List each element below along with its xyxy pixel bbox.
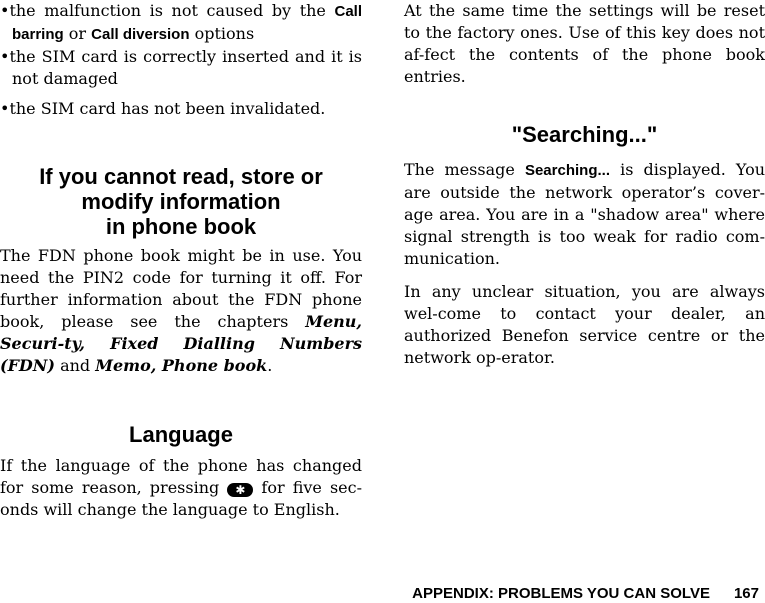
call-diversion-key: Call diversion (91, 26, 190, 43)
searching-message: Searching... (524, 162, 610, 179)
footer-title: APPENDIX: PROBLEMS YOU CAN SOLVE (412, 585, 710, 602)
fdn-paragraph: The FDN phone book might be in use. You need the PIN2 code for turning it off. For further information about the FDN phone book, please see the chapters Menu, Securi-ty, Fixed Dialling Numbers (FDN) and Memo, Phone book. (0, 246, 362, 375)
heading-language: Language (129, 422, 233, 447)
heading-phone-book: If you cannot read, store or modify information in phone book (39, 164, 323, 239)
language-paragraph: If the language of the phone has changed for some reason, pressing ✱ for five sec-onds will change the language to English. (0, 456, 363, 519)
menu-reference: Menu, Securi-ty, Fixed Dialling Numbers (FDN) (0, 312, 362, 375)
bullet-malfunction: •the malfunction is not caused by the Call barring or Call diversion options (0, 1, 362, 43)
bullet-sim-inserted: •the SIM card is correctly inserted and it is not damaged (0, 47, 362, 88)
reset-paragraph: At the same time the settings will be reset to the factory ones. Use of this key does not af-fect the contents of the phone book entries. (404, 1, 765, 86)
searching-paragraph: The message Searching... is displayed. You are outside the network operator’s cover-age area. You are in a "shadow area" where signal strength is too weak for radio com-munication. (404, 160, 765, 268)
heading-searching: "Searching..." (511, 122, 658, 147)
memo-reference: Memo, Phone book (95, 356, 268, 375)
page-number: 167 (733, 585, 759, 602)
page-footer (412, 585, 759, 603)
right-column (404, 0, 765, 369)
call-barring-key: Call barring (12, 3, 362, 43)
star-key-icon: ✱ (227, 483, 253, 497)
left-column (0, 0, 362, 521)
bullet-sim-valid: •the SIM card has not been invalidated. (0, 99, 326, 118)
contact-paragraph: In any unclear situation, you are always wel-come to contact your dealer, an authorized Benefon service centre or the network op-erator. (404, 282, 765, 367)
